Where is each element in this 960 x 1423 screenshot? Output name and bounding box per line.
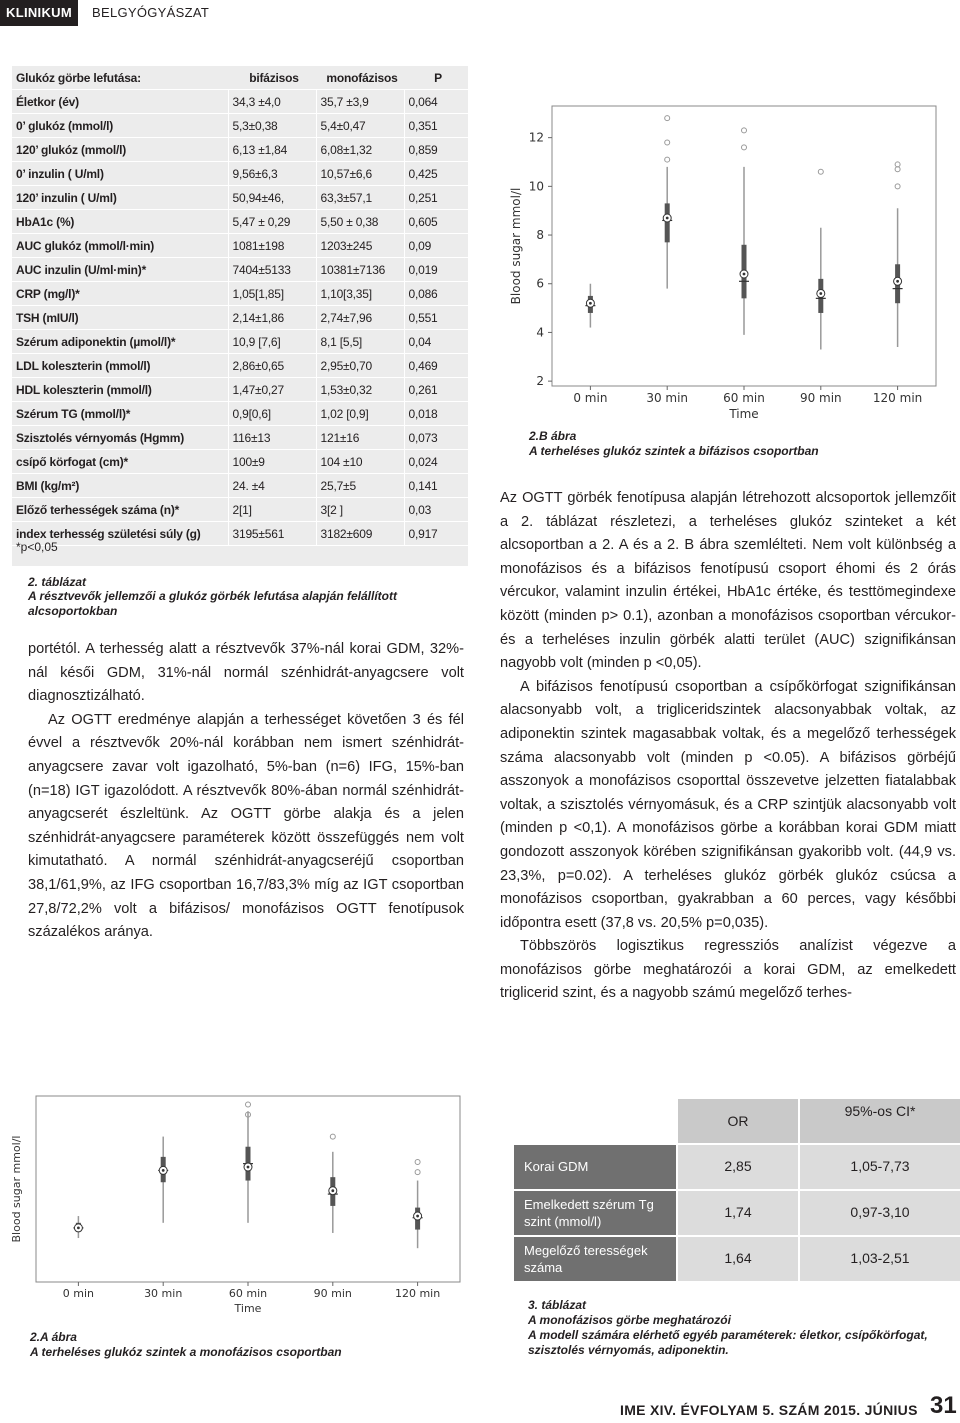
- table-row: [12, 378, 468, 402]
- row-label: CRP (mg/l)*: [12, 282, 228, 306]
- table-3-caption-line2: A modell számára elérhető egyéb paraméterek: életkor, csípőkörfogat, szisztolés vérnyomás, adiponektin.: [528, 1328, 928, 1357]
- t3-row-ci-text: 1,05-7,73: [850, 1158, 910, 1174]
- monofazisos-value: 3182±609: [316, 522, 404, 546]
- table-row: [12, 450, 468, 474]
- bifazisos-value: 100±9: [228, 450, 316, 474]
- t3-row-label-text: Korai GDM: [524, 1159, 589, 1174]
- table-row: [12, 210, 468, 234]
- row-label: 0’ inzulin ( U/ml): [12, 162, 228, 186]
- y-tick-label: 12: [528, 130, 544, 145]
- section-tag: KLINIKUM: [0, 0, 78, 26]
- p-value: 0,261: [404, 378, 468, 402]
- table-3-caption-line1: A monofázisos görbe meghatározói: [528, 1313, 731, 1327]
- right-paragraph-1: Az OGTT görbék fenotípusa alapján létrehozott alcsoportok jellemzőit a 2. táblázat részletezi, a terheléses glukóz szinteket a két alcsoportban a 2. A és a 2. B ábra szemlélteti. Nem volt különbség a monofázisos és a bifázisos fenotípusú csoport éhomi és 2 órás vércukor, valamint inzulin értékei, HbA1c értéke, és testtömegindexe között (minden p> 0.1), azonban a monofázisos csoportban vércukor- és a terheléses inzulin görbék alatti terület (AUC) szignifikánsan nagyobb volt (minden p <0,05).: [500, 490, 956, 672]
- mean-dot: [247, 1166, 250, 1169]
- table-row: [12, 402, 468, 426]
- monofazisos-value: 8,1 [5,5]: [316, 330, 404, 354]
- row-label: 120’ glukóz (mmol/l): [12, 138, 228, 162]
- p-value: 0,09: [404, 234, 468, 258]
- figure-2b-caption-text: A terheléses glukóz szintek a bifázisos csoportban: [529, 444, 819, 458]
- p-value: 0,04: [404, 330, 468, 354]
- iqr-box: [665, 203, 670, 242]
- row-label: BMI (kg/m²): [12, 474, 228, 498]
- x-tick-label: 60 min: [228, 1287, 268, 1300]
- row-label: Előző terhességek száma (n)*: [12, 498, 228, 522]
- t3-row-or: [678, 1145, 798, 1189]
- col-header-p: P: [404, 66, 468, 90]
- mean-dot: [331, 1189, 334, 1192]
- y-tick-label: 6: [536, 276, 544, 291]
- bifazisos-value: 3195±561: [228, 522, 316, 546]
- mean-dot: [819, 292, 822, 295]
- col-header-bifazisos: bifázisos: [228, 66, 316, 90]
- row-label: TSH (mIU/l): [12, 306, 228, 330]
- left-paragraph-2: Az OGTT eredménye alapján a terhességet követően 3 és fél évvel a résztvevők 20%-nál korábban nem ismert szénhidrát-anyagcsere zavar volt igazolható, 5%-ban (n=6) IFG, 15%-ban (n=18) IGT igazolódott. A résztvevők 80%-ában normál szénhidrát-anyagcserét észleltünk. Az OGTT görbe alakja és a jelen szénhidrát-anyagcsere paraméterek között összefüggés nem volt kimutatható. A normál szénhidrát-anyagcseréjű csoportban 38,1/61,9%, az IFG csoportban 16,7/83,3% míg az IGT csoportban 27,8/72,2% volt a bifázisos/ monofázisos OGTT fenotípusok százalékos aránya.: [28, 711, 464, 941]
- p-value: 0,859: [404, 138, 468, 162]
- figure-2a-caption-text: A terheléses glukóz szintek a monofázisos csoportban: [30, 1345, 342, 1359]
- mean-dot: [589, 302, 592, 305]
- table-row: [12, 114, 468, 138]
- t3-row-or-text: 1,74: [724, 1204, 752, 1220]
- x-axis-label: Time: [234, 1302, 262, 1315]
- figure-2a-chart: [0, 1090, 470, 1316]
- row-label: 0’ glukóz (mmol/l): [12, 114, 228, 138]
- x-axis-label: Time: [729, 407, 759, 418]
- t3-row-ci: [800, 1237, 960, 1281]
- bifazisos-value: 1,47±0,27: [228, 378, 316, 402]
- x-tick-label: 120 min: [394, 1287, 441, 1300]
- mean-dot: [666, 217, 669, 220]
- t3-row-or: [678, 1191, 798, 1235]
- x-tick-label: 60 min: [723, 391, 765, 405]
- row-label: Életkor (év): [12, 90, 228, 114]
- monofazisos-value: 1203±245: [316, 234, 404, 258]
- monofazisos-value: 1,53±0,32: [316, 378, 404, 402]
- t3-row-or-text: 1,64: [724, 1250, 752, 1266]
- table-2-caption-text: A résztvevők jellemzői a glukóz görbék lefutása alapján felállított alcsoportokban: [28, 589, 397, 618]
- p-value: 0,024: [404, 450, 468, 474]
- monofazisos-value: 10,57±6,6: [316, 162, 404, 186]
- table-row: [12, 354, 468, 378]
- monofazisos-value: 5,4±0,47: [316, 114, 404, 138]
- table-2: [12, 66, 468, 566]
- bifazisos-value: 116±13: [228, 426, 316, 450]
- y-tick-label: 2: [536, 374, 544, 389]
- right-paragraph-3: Többszörös logisztikus regressziós analízist végezve a monofázisos görbe meghatározói a korai GDM, az emelkedett triglicerid szint, és a nagyobb számú megelőző terhes-: [500, 938, 956, 1002]
- t3-header-or: OR: [727, 1113, 749, 1129]
- p-value: 0,019: [404, 258, 468, 282]
- right-column-text: [500, 487, 956, 1006]
- bifazisos-value: 5,47 ± 0,29: [228, 210, 316, 234]
- table-3-caption-title: 3. táblázat: [528, 1298, 587, 1312]
- row-label: HDL koleszterin (mmol/l): [12, 378, 228, 402]
- monofazisos-value: 121±16: [316, 426, 404, 450]
- row-label: Szisztolés vérnyomás (Hgmm): [12, 426, 228, 450]
- bifazisos-value: 24. ±4: [228, 474, 316, 498]
- t3-row-label: [514, 1145, 676, 1189]
- monofazisos-value: 35,7 ±3,9: [316, 90, 404, 114]
- subsection-tag: BELGYÓGYÁSZAT: [92, 5, 210, 20]
- bifazisos-value: 7404±5133: [228, 258, 316, 282]
- bifazisos-value: 6,13 ±1,84: [228, 138, 316, 162]
- y-tick-label: 10: [528, 179, 544, 194]
- left-column-text: [28, 638, 464, 945]
- bifazisos-value: 2,14±1,86: [228, 306, 316, 330]
- x-tick-label: 90 min: [313, 1287, 352, 1300]
- t3-row-or: [678, 1237, 798, 1281]
- mean-dot: [162, 1169, 165, 1172]
- figure-2a-caption-title: 2.A ábra: [30, 1330, 77, 1344]
- left-paragraph-1: portétól. A terhesség alatt a résztvevők 37%-nál korai GDM, 32%-nál késői GDM, 31%-nál normál szénhidrát-anyagcsere volt diagnosztizálható.: [28, 641, 464, 705]
- p-value: 0,469: [404, 354, 468, 378]
- figure-2b-chart: [500, 68, 950, 418]
- bifazisos-value: 34,3 ±4,0: [228, 90, 316, 114]
- table-row: [12, 282, 468, 306]
- t3-row-ci-text: 1,03-2,51: [850, 1250, 910, 1266]
- x-tick-label: 30 min: [646, 391, 689, 405]
- p-value: 0,03: [404, 498, 468, 522]
- bifazisos-value: 9,56±6,3: [228, 162, 316, 186]
- row-label: Szérum TG (mmol/l)*: [12, 402, 228, 426]
- y-tick-label: 8: [536, 228, 544, 243]
- mean-dot: [743, 273, 746, 276]
- monofazisos-value: 1,10[3,35]: [316, 282, 404, 306]
- p-value: 0,425: [404, 162, 468, 186]
- table-row: [12, 234, 468, 258]
- monofazisos-value: 5,50 ± 0,38: [316, 210, 404, 234]
- t3-row-label: [514, 1191, 676, 1235]
- y-axis-label: Blood sugar mmol/l: [509, 187, 523, 305]
- figure-2b-background: [500, 68, 950, 418]
- bifazisos-value: 2[1]: [228, 498, 316, 522]
- p-value: 0,018: [404, 402, 468, 426]
- table-row: [12, 474, 468, 498]
- p-value: 0,351: [404, 114, 468, 138]
- y-axis-label: Blood sugar mmol/l: [10, 1135, 23, 1243]
- col-header-label: Glukóz görbe lefutása:: [12, 66, 228, 90]
- page-number: 31: [930, 1392, 957, 1419]
- table-2-note: *p˂0,05: [16, 540, 58, 554]
- table-row: [12, 138, 468, 162]
- right-paragraph-2: A bifázisos fenotípusú csoportban a csípőkörfogat szignifikánsan alacsonyabb volt, a trigliceridszintek alacsonyabbak voltak, az adiponektin szintek magasabbak voltak, és a megelőző terhességek száma alacsonyabb volt (minden p <0.05). A bifázisos görbéjű asszonyok a monofázisos csoporttal összevetve jelzetten fiatalabbak voltak, a szisztolés vérnyomásuk, és a CRP szintjük alacsonyabb volt (minden p <0,1). A monofázisos görbe a korábban korai GDM miatt gondozott asszonyok körében szignifikánsan gyakoribb volt. (44,9 vs. 23,3%, p=0.02). A terheléses glukóz görbék glukóz csúcsa a monofázisos csoportban, gyakrabban a 60 perces, vagy későbbi időpontra esett (37,8 vs. 20,5% p=0,035).: [500, 678, 956, 931]
- y-tick-label: 4: [536, 325, 544, 340]
- table-row: [12, 330, 468, 354]
- monofazisos-value: 10381±7136: [316, 258, 404, 282]
- footer-journal: IME XIV. ÉVFOLYAM 5. SZÁM 2015. JÚNIUS: [620, 1402, 918, 1418]
- p-value: 0,141: [404, 474, 468, 498]
- monofazisos-value: 25,7±5: [316, 474, 404, 498]
- monofazisos-value: 2,95±0,70: [316, 354, 404, 378]
- t3-header-ci: 95%-os CI*: [844, 1103, 916, 1119]
- table-row: [12, 258, 468, 282]
- x-tick-label: 90 min: [799, 391, 842, 405]
- mean-dot: [896, 280, 899, 283]
- table-row: [12, 90, 468, 114]
- t3-corner: [514, 1099, 676, 1143]
- p-value: 0,605: [404, 210, 468, 234]
- t3-row-ci: [800, 1191, 960, 1235]
- bifazisos-value: 10,9 [7,6]: [228, 330, 316, 354]
- p-value: 0,251: [404, 186, 468, 210]
- monofazisos-value: 2,74±7,96: [316, 306, 404, 330]
- x-tick-label: 0 min: [62, 1287, 95, 1300]
- row-label: Szérum adiponektin (µmol/l)*: [12, 330, 228, 354]
- col-header-monofazisos: monofázisos: [316, 66, 404, 90]
- t3-row-ci-text: 0,97-3,10: [850, 1204, 910, 1220]
- t3-row-label: [514, 1237, 676, 1281]
- monofazisos-value: 104 ±10: [316, 450, 404, 474]
- t3-row-ci: [800, 1145, 960, 1189]
- table-row: [12, 498, 468, 522]
- bifazisos-value: 1081±198: [228, 234, 316, 258]
- table-row: [12, 306, 468, 330]
- x-tick-label: 30 min: [144, 1287, 183, 1300]
- t3-row-label-text: Megelőző terességek száma: [524, 1243, 648, 1275]
- row-label: LDL koleszterin (mmol/l): [12, 354, 228, 378]
- p-value: 0,551: [404, 306, 468, 330]
- monofazisos-value: 63,3±57,1: [316, 186, 404, 210]
- figure-2b-caption-title: 2.B ábra: [529, 429, 577, 443]
- mean-dot: [77, 1226, 80, 1229]
- monofazisos-value: 1,02 [0,9]: [316, 402, 404, 426]
- row-label: 120’ inzulin ( U/ml): [12, 186, 228, 210]
- bifazisos-value: 2,86±0,65: [228, 354, 316, 378]
- table-2-caption-title: 2. táblázat: [28, 575, 87, 589]
- bifazisos-value: 1,05[1,85]: [228, 282, 316, 306]
- p-value: 0,064: [404, 90, 468, 114]
- row-label: HbA1c (%): [12, 210, 228, 234]
- bifazisos-value: 0,9[0,6]: [228, 402, 316, 426]
- table-3: [514, 1099, 960, 1283]
- p-value: 0,917: [404, 522, 468, 546]
- mean-dot: [416, 1215, 419, 1218]
- p-value: 0,073: [404, 426, 468, 450]
- table-row: [12, 162, 468, 186]
- monofazisos-value: 3[2 ]: [316, 498, 404, 522]
- bifazisos-value: 50,94±46,: [228, 186, 316, 210]
- t3-row-or-text: 2,85: [724, 1158, 752, 1174]
- monofazisos-value: 6,08±1,32: [316, 138, 404, 162]
- bifazisos-value: 5,3±0,38: [228, 114, 316, 138]
- x-tick-label: 120 min: [872, 391, 923, 405]
- table-row: [12, 426, 468, 450]
- row-label: AUC glukóz (mmol/l·min): [12, 234, 228, 258]
- row-label: index terhesség születési súly (g): [12, 522, 228, 546]
- x-tick-label: 0 min: [573, 391, 608, 405]
- table-header-row: [12, 66, 468, 90]
- row-label: csípő körfogat (cm)*: [12, 450, 228, 474]
- table-row: [12, 186, 468, 210]
- t3-row-label-text: Emelkedett szérum Tg szint (mmol/l): [524, 1197, 654, 1229]
- row-label: AUC inzulin (U/ml·min)*: [12, 258, 228, 282]
- table-row: [12, 522, 468, 546]
- p-value: 0,086: [404, 282, 468, 306]
